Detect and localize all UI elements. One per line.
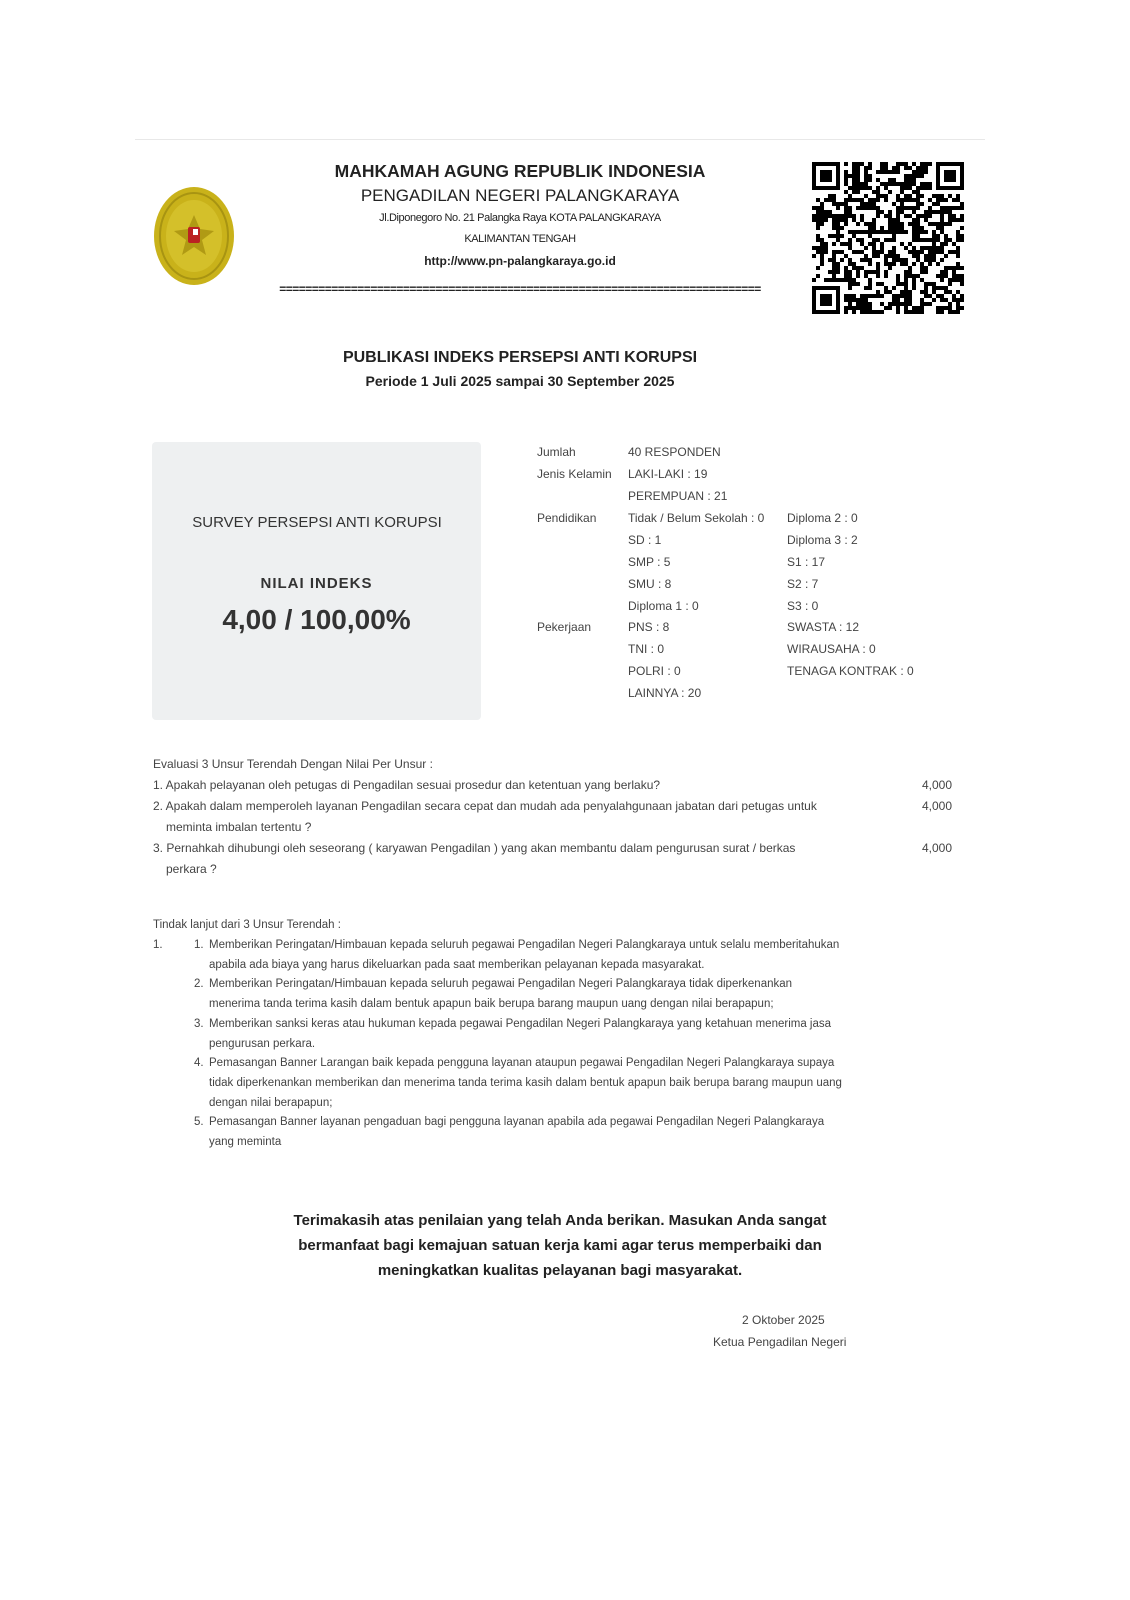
evaluation-score: 4,000 xyxy=(922,799,953,813)
followup-number: 5. xyxy=(194,1116,204,1129)
education-stat: S3 : 0 xyxy=(787,599,819,613)
followup-item-line: pengurusan perkara. xyxy=(209,1037,316,1050)
followup-item-line: yang meminta xyxy=(209,1136,282,1148)
index-label: NILAI INDEKS xyxy=(260,575,373,592)
education-stat: Tidak / Belum Sekolah : 0 xyxy=(628,511,765,525)
survey-label: SURVEY PERSEPSI ANTI KORUPSI xyxy=(192,514,442,531)
education-stat: S2 : 7 xyxy=(787,577,819,591)
followup-item-line: Pemasangan Banner layanan pengaduan bagi pengguna layanan apabila ada pegawai Pengadilan Negeri Palangkaraya xyxy=(209,1116,825,1129)
letterhead xyxy=(260,158,780,300)
institution-name: MAHKAMAH AGUNG REPUBLIK INDONESIA xyxy=(334,161,706,181)
occupation-stat: PNS : 8 xyxy=(628,620,670,634)
period-text: Periode 1 Juli 2025 sampai 30 September 2025 xyxy=(365,373,675,389)
followup-outer-number: 1. xyxy=(153,939,163,951)
index-summary-box xyxy=(152,442,481,720)
stat-value: 40 RESPONDEN xyxy=(628,445,721,459)
occupation-stat: POLRI : 0 xyxy=(628,664,681,678)
occupation-stat: SWASTA : 12 xyxy=(787,620,860,634)
thank-you-message xyxy=(230,1208,890,1283)
top-divider xyxy=(135,139,985,140)
followup-number: 1. xyxy=(194,939,204,951)
followup-item-line: Memberikan Peringatan/Himbauan kepada seluruh pegawai Pengadilan Negeri Palangkaraya untuk selalu memberitahukan xyxy=(209,939,840,951)
education-stat: SMP : 5 xyxy=(628,555,671,569)
occupation-stat: TNI : 0 xyxy=(628,642,665,656)
court-address: Jl.Diponegoro No. 21 Palangka Raya KOTA PALANGKARAYA xyxy=(379,212,661,224)
document-title xyxy=(260,345,780,391)
evaluation-item-cont: perkara ? xyxy=(166,862,217,876)
court-province: KALIMANTAN TENGAH xyxy=(464,233,576,245)
followup-item-line: tidak diperkenankan memberikan dan menerima tanda terima kasih dalam bentuk apapun baik berupa barang maupun uang xyxy=(209,1076,842,1089)
education-stat: Diploma 1 : 0 xyxy=(628,599,699,613)
occupation-stat: LAINNYA : 20 xyxy=(628,686,702,700)
court-website: http://www.pn-palangkaraya.go.id xyxy=(424,254,616,268)
followup-item-line: Memberikan Peringatan/Himbauan kepada seluruh pegawai Pengadilan Negeri Palangkaraya tidak diperkenankan xyxy=(209,978,793,991)
followup-item-line: Memberikan sanksi keras atau hukuman kepada pegawai Pengadilan Negeri Palangkaraya yang ketahuan menerima jasa xyxy=(209,1017,832,1030)
publication-title: PUBLIKASI INDEKS PERSEPSI ANTI KORUPSI xyxy=(342,349,698,366)
followup-number: 3. xyxy=(194,1017,204,1030)
followup-item-line: apabila ada biaya yang harus dikeluarkan pada saat memberikan pelayanan kepada masyarakat. xyxy=(209,958,705,971)
stat-value: PEREMPUAN : 21 xyxy=(628,489,728,503)
stat-label: Pendidikan xyxy=(537,511,597,525)
followup-number: 4. xyxy=(194,1057,204,1070)
stat-label: Jumlah xyxy=(537,445,576,459)
evaluation-item: 2. Apakah dalam memperoleh layanan Pengadilan secara cepat dan mudah ada penyalahgunaan jabatan dari petugas untuk xyxy=(153,799,817,813)
evaluation-score: 4,000 xyxy=(922,841,953,855)
followup-heading: Tindak lanjut dari 3 Unsur Terendah : xyxy=(153,919,341,931)
index-value: 4,00 / 100,00% xyxy=(222,604,411,635)
evaluation-item: 3. Pernahkah dihubungi oleh seseorang ( karyawan Pengadilan ) yang akan membantu dalam pengurusan surat / berkas xyxy=(153,841,796,855)
court-seal-logo xyxy=(152,185,237,287)
followup-item-line: dengan nilai berapapun; xyxy=(209,1096,333,1109)
followup-item-line: menerima tanda terima kasih dalam bentuk apapun baik berupa barang maupun uang dengan nilai berapapun; xyxy=(209,998,774,1011)
followup-number: 2. xyxy=(194,978,204,991)
education-stat: SMU : 8 xyxy=(628,577,672,591)
education-stat: Diploma 3 : 2 xyxy=(787,533,858,547)
followup-item-line: Pemasangan Banner Larangan baik kepada pengguna layanan ataupun pegawai Pengadilan Negeri Palangkaraya supaya xyxy=(209,1057,835,1070)
evaluation-item-cont: meminta imbalan tertentu ? xyxy=(166,820,312,834)
court-name: PENGADILAN NEGERI PALANGKARAYA xyxy=(360,186,680,205)
stat-label: Jenis Kelamin xyxy=(537,467,612,481)
evaluation-heading: Evaluasi 3 Unsur Terendah Dengan Nilai Per Unsur : xyxy=(153,757,433,771)
education-stat: SD : 1 xyxy=(628,533,662,547)
thanks-line: Terimakasih atas penilaian yang telah Anda berikan. Masukan Anda sangat xyxy=(293,1212,827,1229)
evaluation-item: 1. Apakah pelayanan oleh petugas di Pengadilan sesuai prosedur dan ketentuan yang berlaku? xyxy=(153,778,661,792)
signature-title: Ketua Pengadilan Negeri xyxy=(713,1335,847,1349)
education-stat: Diploma 2 : 0 xyxy=(787,511,858,525)
header-separator: ========================================================================== xyxy=(279,282,761,296)
stat-label: Pekerjaan xyxy=(537,620,592,634)
signature-date: 2 Oktober 2025 xyxy=(742,1313,825,1327)
thanks-line: meningkatkan kualitas pelayanan bagi masyarakat. xyxy=(377,1262,743,1279)
occupation-stat: WIRAUSAHA : 0 xyxy=(787,642,876,656)
evaluation-score: 4,000 xyxy=(922,778,953,792)
education-stat: S1 : 17 xyxy=(787,555,826,569)
occupation-stat: TENAGA KONTRAK : 0 xyxy=(787,664,914,678)
qr-code xyxy=(812,162,964,314)
stat-value: LAKI-LAKI : 19 xyxy=(628,467,708,481)
thanks-line: bermanfaat bagi kemajuan satuan kerja kami agar terus memperbaiki dan xyxy=(298,1237,822,1254)
